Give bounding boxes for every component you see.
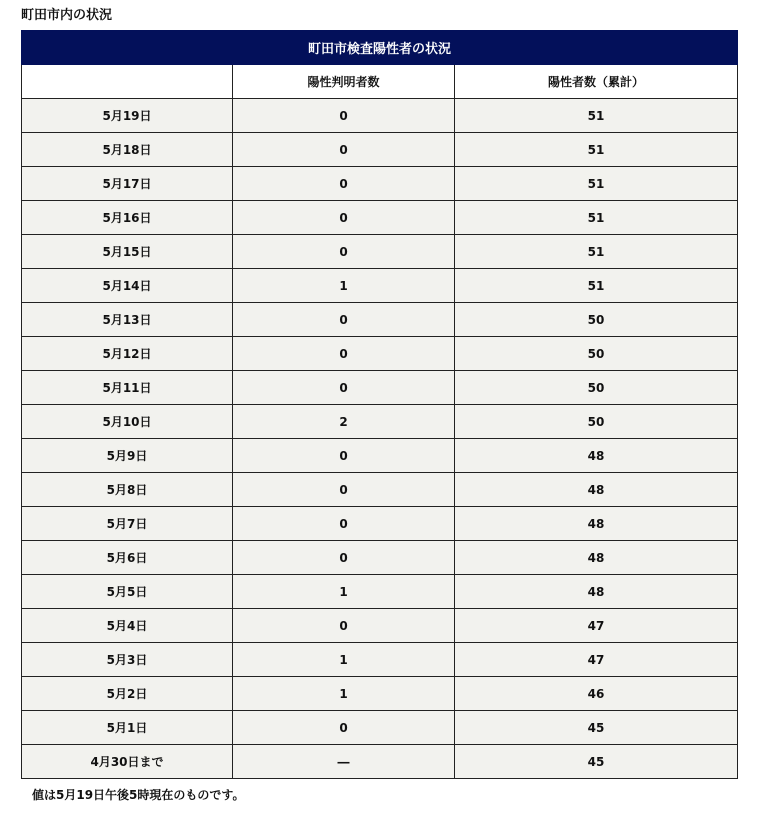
date-cell: 5月6日 [22,541,233,575]
table-row [22,643,738,677]
new-cases-cell: 0 [233,133,455,167]
new-cases-cell: 1 [233,575,455,609]
cumulative-cell: 48 [455,575,738,609]
table-row [22,337,738,371]
table-row [22,235,738,269]
cumulative-cell: 50 [455,405,738,439]
date-cell: 5月18日 [22,133,233,167]
column-header-row [22,65,738,99]
new-cases-cell: 0 [233,235,455,269]
table-row [22,201,738,235]
table-row [22,541,738,575]
date-cell: 5月15日 [22,235,233,269]
cumulative-cell: 50 [455,337,738,371]
table-row [22,609,738,643]
table-title: 町田市検査陽性者の状況 [22,31,738,65]
new-cases-cell: 2 [233,405,455,439]
date-cell: 5月19日 [22,99,233,133]
cumulative-cell: 51 [455,167,738,201]
section-heading: 町田市内の状況 [21,8,113,23]
date-cell: 5月4日 [22,609,233,643]
table-row [22,99,738,133]
table-row [22,711,738,745]
new-cases-cell: 0 [233,371,455,405]
column-header-new-cases: 陽性判明者数 [233,65,455,99]
new-cases-cell: 0 [233,711,455,745]
date-cell: 5月10日 [22,405,233,439]
cumulative-cell: 48 [455,541,738,575]
cumulative-cell: 45 [455,711,738,745]
cumulative-cell: 50 [455,371,738,405]
table-row [22,405,738,439]
date-cell: 5月2日 [22,677,233,711]
cumulative-cell: 50 [455,303,738,337]
table-row [22,507,738,541]
date-cell: 4月30日まで [22,745,233,779]
footnote: 値は5月19日午後5時現在のものです。 [32,788,245,802]
cumulative-cell: 51 [455,269,738,303]
positive-cases-table [21,30,738,779]
cumulative-cell: 47 [455,609,738,643]
new-cases-cell: 1 [233,269,455,303]
table-row [22,575,738,609]
date-cell: 5月12日 [22,337,233,371]
cumulative-cell: 48 [455,507,738,541]
new-cases-cell: 0 [233,201,455,235]
table-row [22,473,738,507]
date-cell: 5月11日 [22,371,233,405]
cumulative-cell: 47 [455,643,738,677]
cumulative-cell: 51 [455,99,738,133]
column-header-cumulative: 陽性者数（累計） [455,65,738,99]
date-cell: 5月5日 [22,575,233,609]
table-body [22,99,738,779]
date-cell: 5月3日 [22,643,233,677]
cumulative-cell: 51 [455,133,738,167]
table-row [22,439,738,473]
new-cases-cell: 0 [233,473,455,507]
cumulative-cell: 48 [455,473,738,507]
date-cell: 5月16日 [22,201,233,235]
date-cell: 5月1日 [22,711,233,745]
new-cases-cell: 0 [233,541,455,575]
date-cell: 5月9日 [22,439,233,473]
date-cell: 5月7日 [22,507,233,541]
cumulative-cell: 45 [455,745,738,779]
cumulative-cell: 48 [455,439,738,473]
table-row [22,303,738,337]
new-cases-cell: 0 [233,439,455,473]
new-cases-cell: 0 [233,507,455,541]
new-cases-cell: 0 [233,609,455,643]
column-header-date [22,65,233,99]
cumulative-cell: 51 [455,235,738,269]
table-row [22,167,738,201]
table-row [22,745,738,779]
cumulative-cell: 46 [455,677,738,711]
cumulative-cell: 51 [455,201,738,235]
table-row [22,269,738,303]
new-cases-cell: 0 [233,337,455,371]
new-cases-cell: 0 [233,99,455,133]
date-cell: 5月8日 [22,473,233,507]
date-cell: 5月17日 [22,167,233,201]
date-cell: 5月13日 [22,303,233,337]
new-cases-cell: 1 [233,677,455,711]
date-cell: 5月14日 [22,269,233,303]
new-cases-cell: ― [233,745,455,779]
new-cases-cell: 0 [233,167,455,201]
table-row [22,371,738,405]
new-cases-cell: 1 [233,643,455,677]
table-row [22,677,738,711]
table-row [22,133,738,167]
new-cases-cell: 0 [233,303,455,337]
